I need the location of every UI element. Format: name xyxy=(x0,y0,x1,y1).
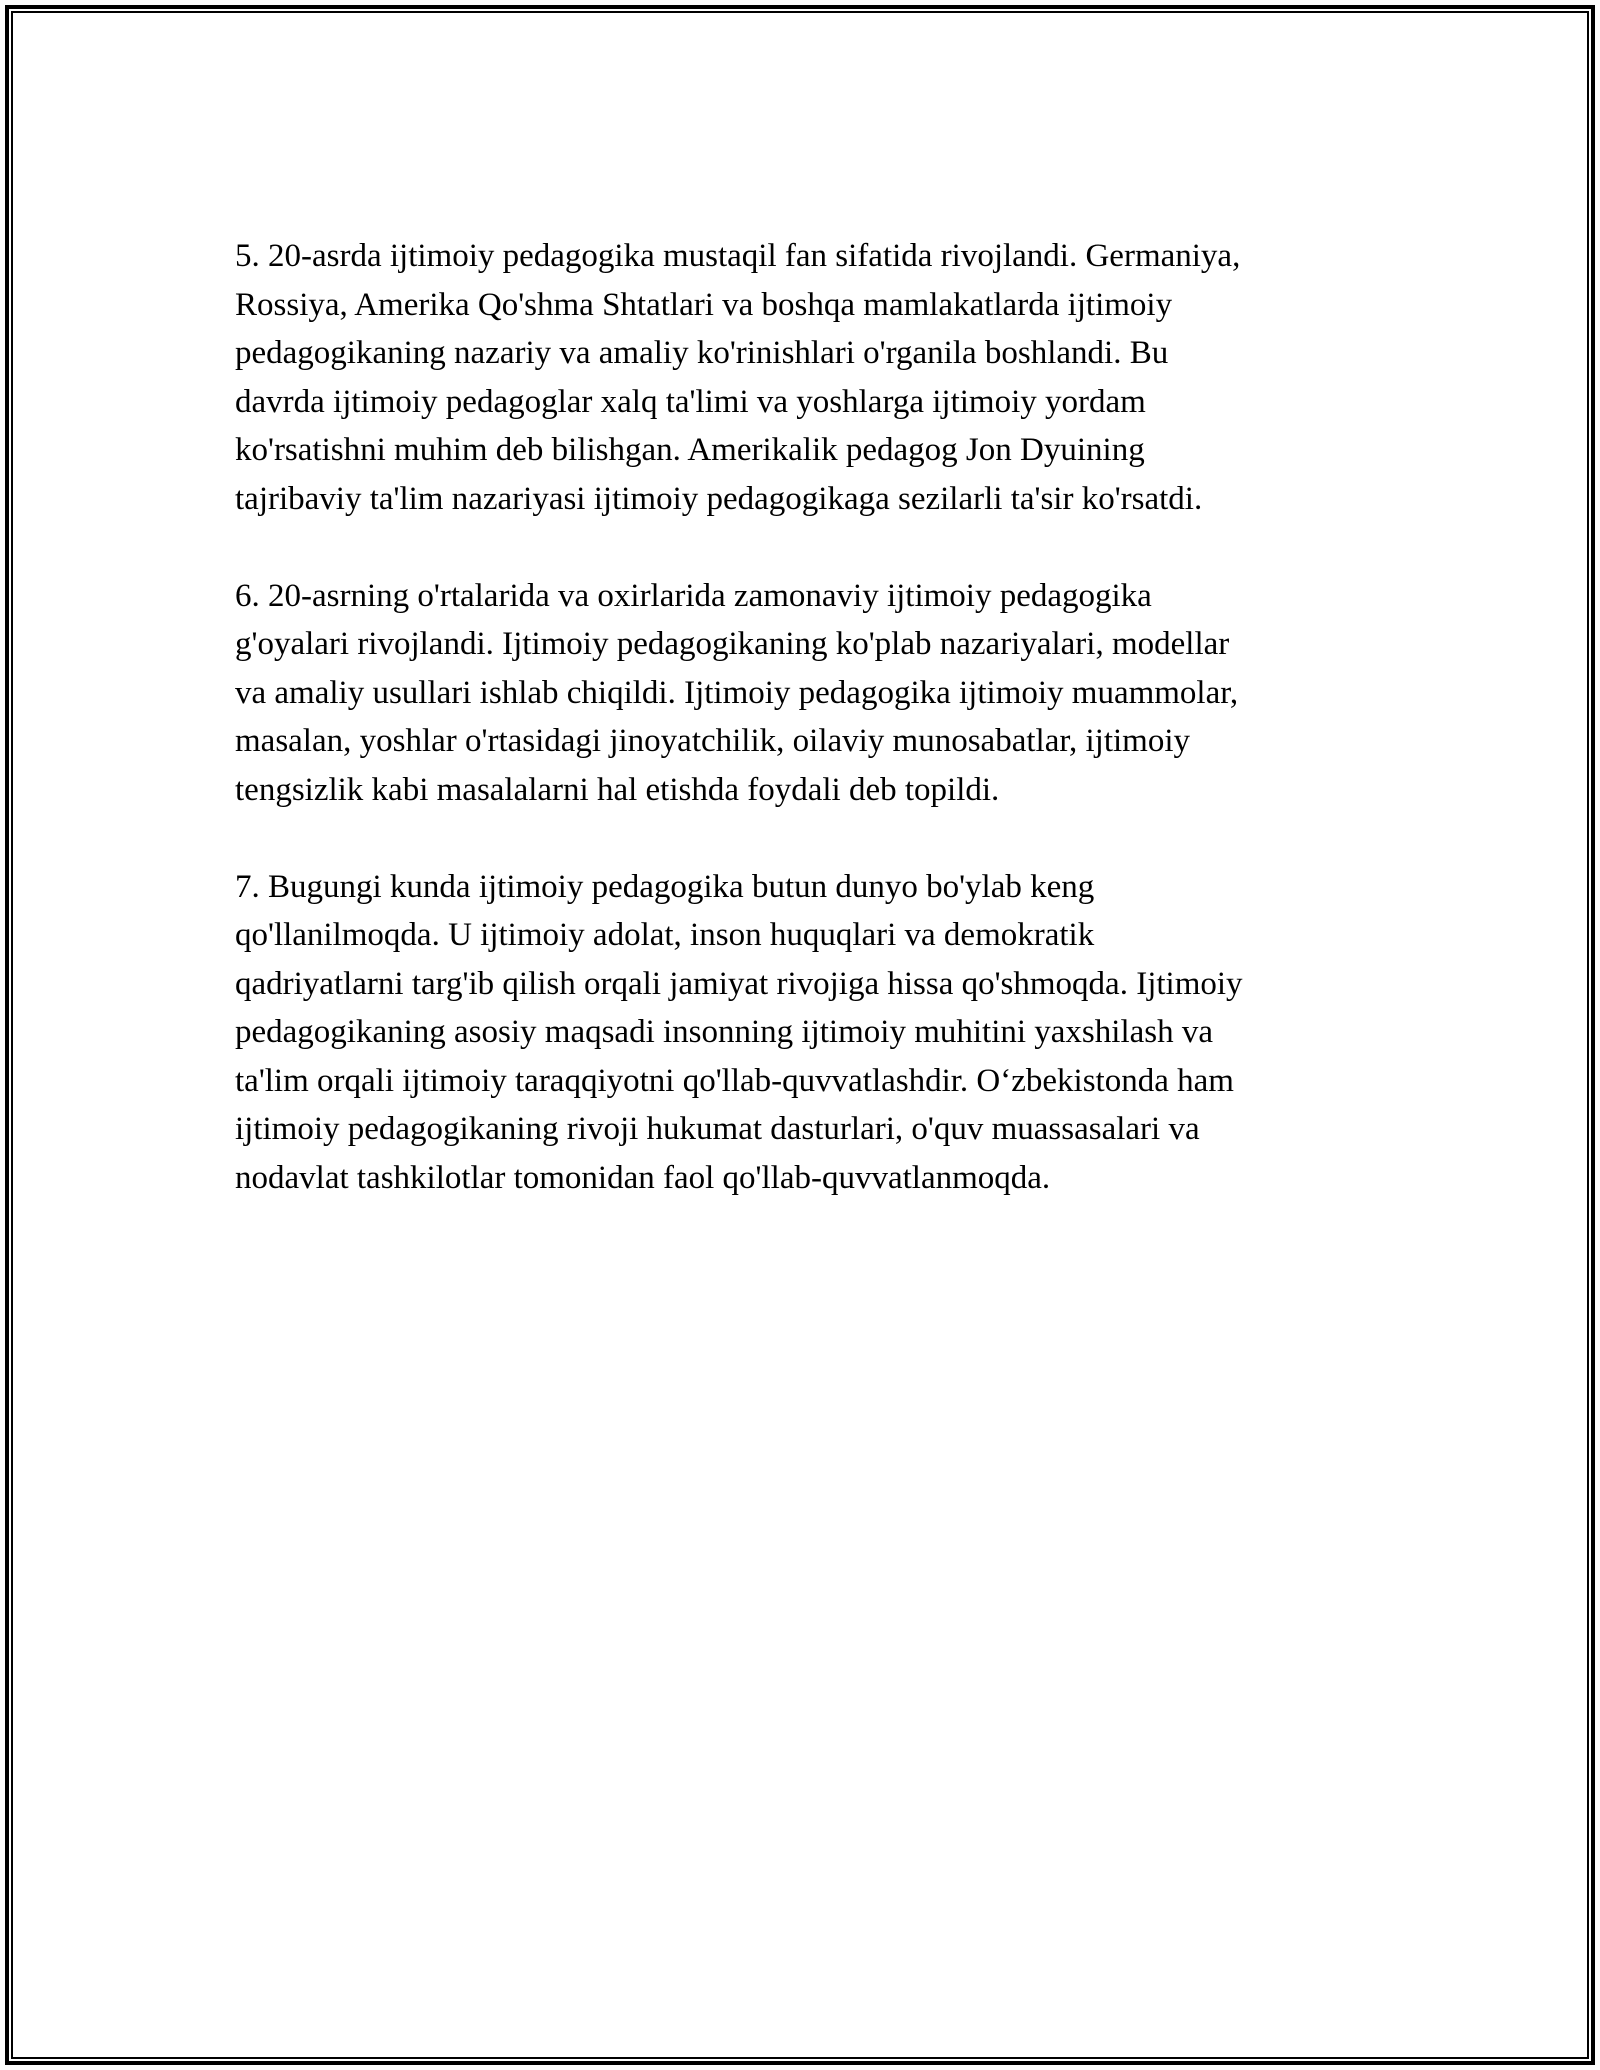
text-line: ijtimoiy pedagogikaning rivoji hukumat dasturlari, o'quv muassasalari va xyxy=(235,1111,1200,1147)
text-line: masalan, yoshlar o'rtasidagi jinoyatchilik, oilaviy munosabatlar, ijtimoiy xyxy=(235,723,1191,759)
text-line: 7. Bugungi kunda ijtimoiy pedagogika butun dunyo bo'ylab keng xyxy=(235,868,1095,905)
text-line: pedagogikaning nazariy va amaliy ko'rinishlari o'rganila boshlandi. Bu xyxy=(235,335,1169,371)
text-line: tajribaviy ta'lim nazariyasi ijtimoiy pedagogikaga sezilarli ta'sir ko'rsatdi. xyxy=(235,480,1203,517)
paragraph-7 xyxy=(235,863,1360,1203)
text-line: qadriyatlarni targ'ib qilish orqali jamiyat rivojiga hissa qo'shmoqda. Ijtimoiy xyxy=(235,965,1243,1002)
text-line: qo'llanilmoqda. U ijtimoiy adolat, inson huquqlari va demokratik xyxy=(235,917,1095,953)
text-line: Rossiya, Amerika Qo'shma Shtatlari va boshqa mamlakatlarda ijtimoiy xyxy=(235,286,1173,323)
text-line: ko'rsatishni muhim deb bilishgan. Amerikalik pedagog Jon Dyuining xyxy=(235,432,1145,468)
text-line: tengsizlik kabi masalalarni hal etishda foydali deb topildi. xyxy=(235,771,1000,808)
paragraph-6 xyxy=(235,572,1360,815)
text-line: pedagogikaning asosiy maqsadi insonning ijtimoiy muhitini yaxshilash va xyxy=(235,1014,1213,1050)
document-body xyxy=(235,232,1360,1251)
text-line: 5. 20-asrda ijtimoiy pedagogika mustaqil fan sifatida rivojlandi. Germaniya, xyxy=(235,238,1241,274)
text-line: g'oyalari rivojlandi. Ijtimoiy pedagogikaning ko'plab nazariyalari, modellar xyxy=(235,626,1230,662)
text-line: davrda ijtimoiy pedagoglar xalq ta'limi va yoshlarga ijtimoiy yordam xyxy=(235,383,1146,420)
text-line: va amaliy usullari ishlab chiqildi. Ijtimoiy pedagogika ijtimoiy muammolar, xyxy=(235,674,1239,711)
text-line: ta'lim orqali ijtimoiy taraqqiyotni qo'llab-quvvatlashdir. O‘zbekistonda ham xyxy=(235,1062,1234,1099)
text-line: 6. 20-asrning o'rtalarida va oxirlarida zamonaviy ijtimoiy pedagogika xyxy=(235,577,1152,614)
paragraph-5 xyxy=(235,232,1360,523)
text-line: nodavlat tashkilotlar tomonidan faol qo'llab-quvvatlanmoqda. xyxy=(235,1159,1051,1196)
